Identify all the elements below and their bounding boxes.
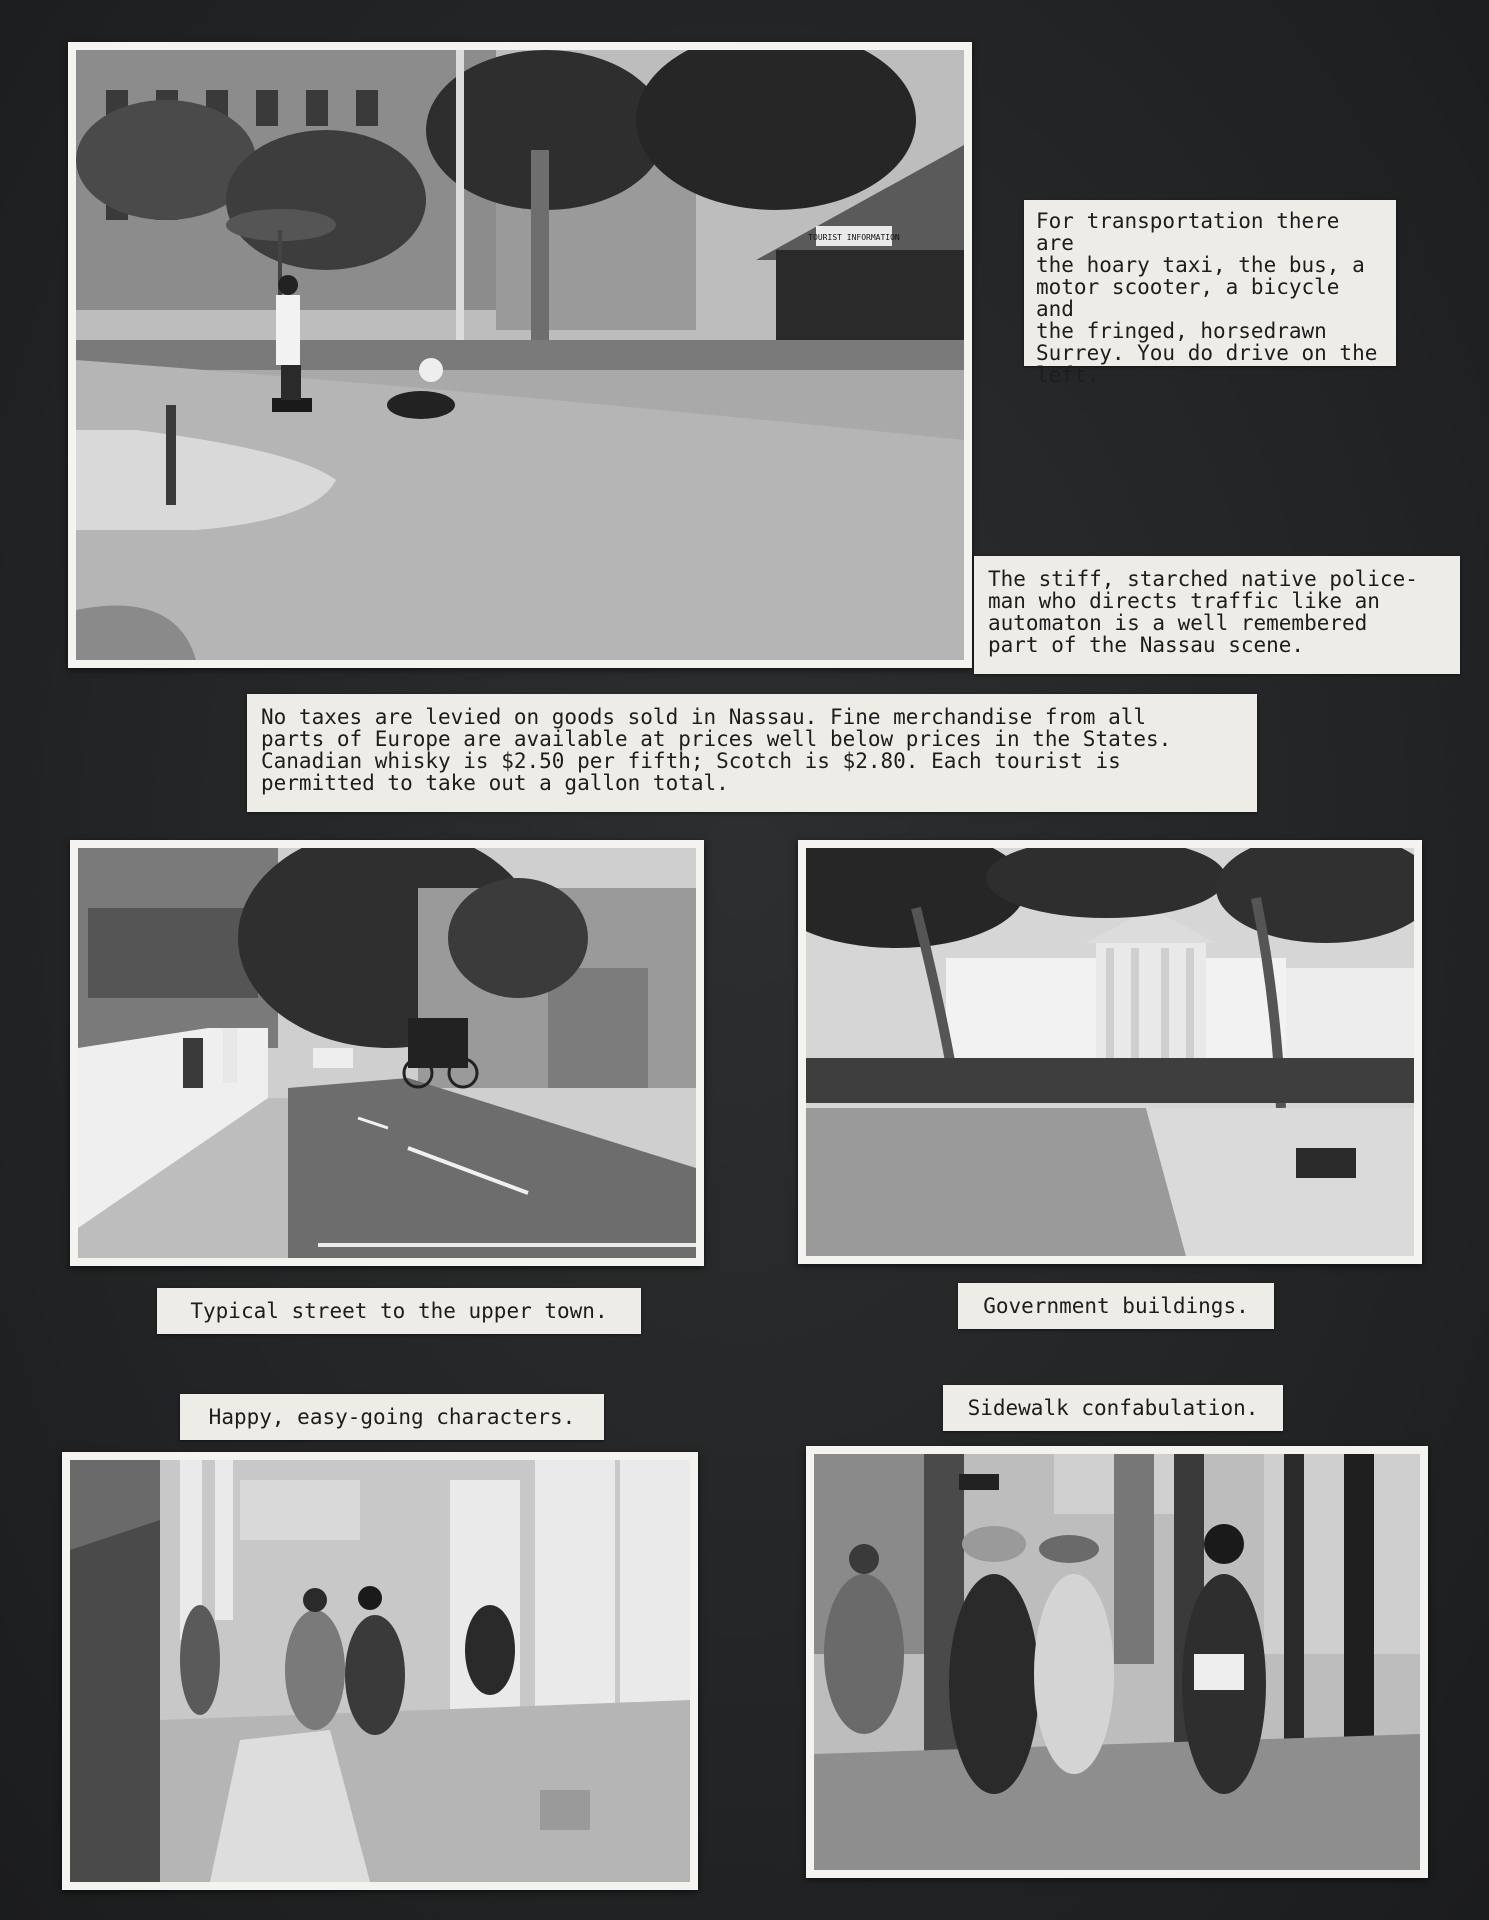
kiosk-sign-text: TOURIST INFORMATION [808, 233, 900, 242]
photo-street [70, 840, 704, 1266]
photo-transportation-image [76, 50, 964, 660]
caption-sidewalk: Sidewalk confabulation. [943, 1385, 1283, 1431]
photo-government-image [806, 848, 1414, 1256]
photo-street-image [78, 848, 696, 1258]
caption-characters: Happy, easy-going characters. [180, 1394, 604, 1440]
photo-government [798, 840, 1422, 1264]
caption-transportation: For transportation there are the hoary taxi, the bus, a motor scooter, a bicycle and the fringed, horsedrawn Surrey. You do drive on the left. [1024, 200, 1396, 366]
photo-sidewalk [806, 1446, 1428, 1878]
caption-street: Typical street to the upper town. [157, 1288, 641, 1334]
photo-characters-image [70, 1460, 690, 1882]
photo-sidewalk-image [814, 1454, 1420, 1870]
photo-transportation [68, 42, 972, 668]
photo-characters [62, 1452, 698, 1890]
caption-taxes: No taxes are levied on goods sold in Nassau. Fine merchandise from all parts of Europe are available at prices well below prices in the States. Canadian whisky is $2.50 per fifth; Scotch is $2.80. Each tourist is permitted to take out a gallon total. [247, 694, 1257, 812]
caption-policeman: The stiff, starched native police- man who directs traffic like an automaton is a well remembered part of the Nassau scene. [974, 556, 1460, 674]
caption-government: Government buildings. [958, 1283, 1274, 1329]
